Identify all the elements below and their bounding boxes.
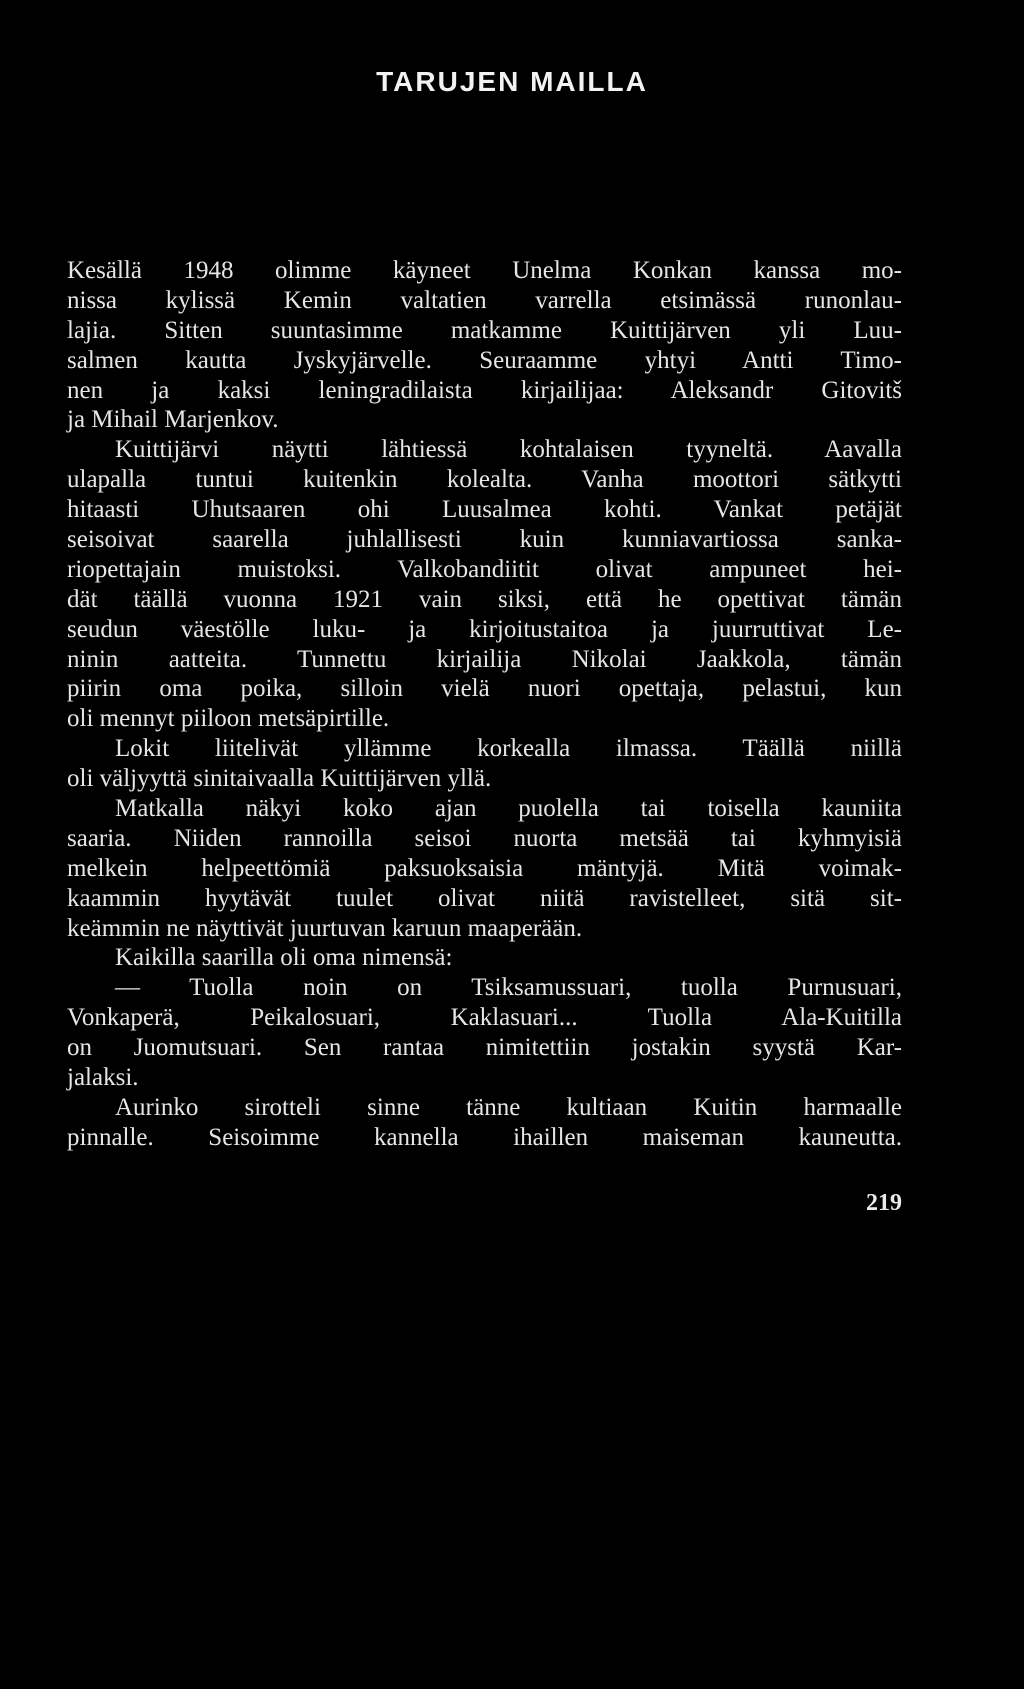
text-line: saaria. Niiden rannoilla seisoi nuorta metsää tai kyhmyisiä: [67, 824, 902, 852]
page-number: 219: [866, 1190, 902, 1216]
text-line: — Tuolla noin on Tsiksamussuari, tuolla Purnusuari,: [115, 974, 902, 1002]
text-line: oli väljyyttä sinitaivaalla Kuittijärven yllä.: [67, 765, 492, 793]
text-line: salmen kautta Jyskyjärvelle. Seuraamme yhtyi Antti Timo-: [67, 346, 902, 374]
text-line: seudun väestölle luku- ja kirjoitustaitoa ja juurruttivat Le-: [67, 615, 902, 643]
text-line: melkein helpeettömiä paksuoksaisia mäntyjä. Mitä voimak-: [67, 854, 902, 882]
text-line: piirin oma poika, silloin vielä nuori opettaja, pelastui, kun: [67, 675, 902, 703]
text-line: Kaikilla saarilla oli oma nimensä:: [115, 944, 453, 972]
text-line: dät täällä vuonna 1921 vain siksi, että he opettivat tämän: [67, 585, 902, 613]
text-line: on Juomutsuari. Sen rantaa nimitettiin jostakin syystä Kar-: [67, 1034, 902, 1062]
text-line: ja Mihail Marjenkov.: [67, 406, 279, 434]
text-line: kaammin hyytävät tuulet olivat niitä ravistelleet, sitä sit-: [67, 884, 902, 912]
running-head: TARUJEN MAILLA: [376, 66, 648, 97]
text-line: Lokit liitelivät yllämme korkealla ilmassa. Täällä niillä: [115, 735, 902, 763]
text-line: keämmin ne näyttivät juurtuvan karuun maaperään.: [67, 914, 583, 942]
text-line: Matkalla näkyi koko ajan puolella tai toisella kauniita: [115, 795, 902, 823]
text-line: nissa kylissä Kemin valtatien varrella etsimässä runonlau-: [67, 286, 902, 314]
text-line: Kuittijärvi näytti lähtiessä kohtalaisen tyyneltä. Aavalla: [115, 436, 902, 464]
text-line: pinnalle. Seisoimme kannella ihaillen maiseman kauneutta.: [67, 1123, 902, 1151]
text-line: seisoivat saarella juhlallisesti kuin kunniavartiossa sanka-: [67, 526, 902, 554]
text-line: oli mennyt piiloon metsäpirtille.: [67, 705, 390, 733]
text-line: ulapalla tuntui kuitenkin kolealta. Vanha moottori sätkytti: [67, 466, 902, 494]
text-line: Kesällä 1948 olimme käyneet Unelma Konkan kanssa mo-: [67, 257, 902, 284]
text-line: Aurinko sirotteli sinne tänne kultiaan Kuitin harmaalle: [115, 1093, 902, 1121]
text-line: nen ja kaksi leningradilaista kirjailijaa: Aleksandr Gitovitš: [67, 376, 902, 404]
text-line: ninin aatteita. Tunnettu kirjailija Nikolai Jaakkola, tämän: [67, 645, 902, 673]
text-line: Vonkaperä, Peikalosuari, Kaklasuari... Tuolla Ala-Kuitilla: [67, 1004, 902, 1032]
text-line: jalaksi.: [67, 1064, 139, 1092]
text-line: lajia. Sitten suuntasimme matkamme Kuittijärven yli Luu-: [67, 316, 902, 344]
text-line: riopettajain muistoksi. Valkobandiitit olivat ampuneet hei-: [67, 555, 902, 583]
body-text: [67, 256, 902, 1153]
text-line: hitaasti Uhutsaaren ohi Luusalmea kohti. Vankat petäjät: [67, 496, 902, 524]
